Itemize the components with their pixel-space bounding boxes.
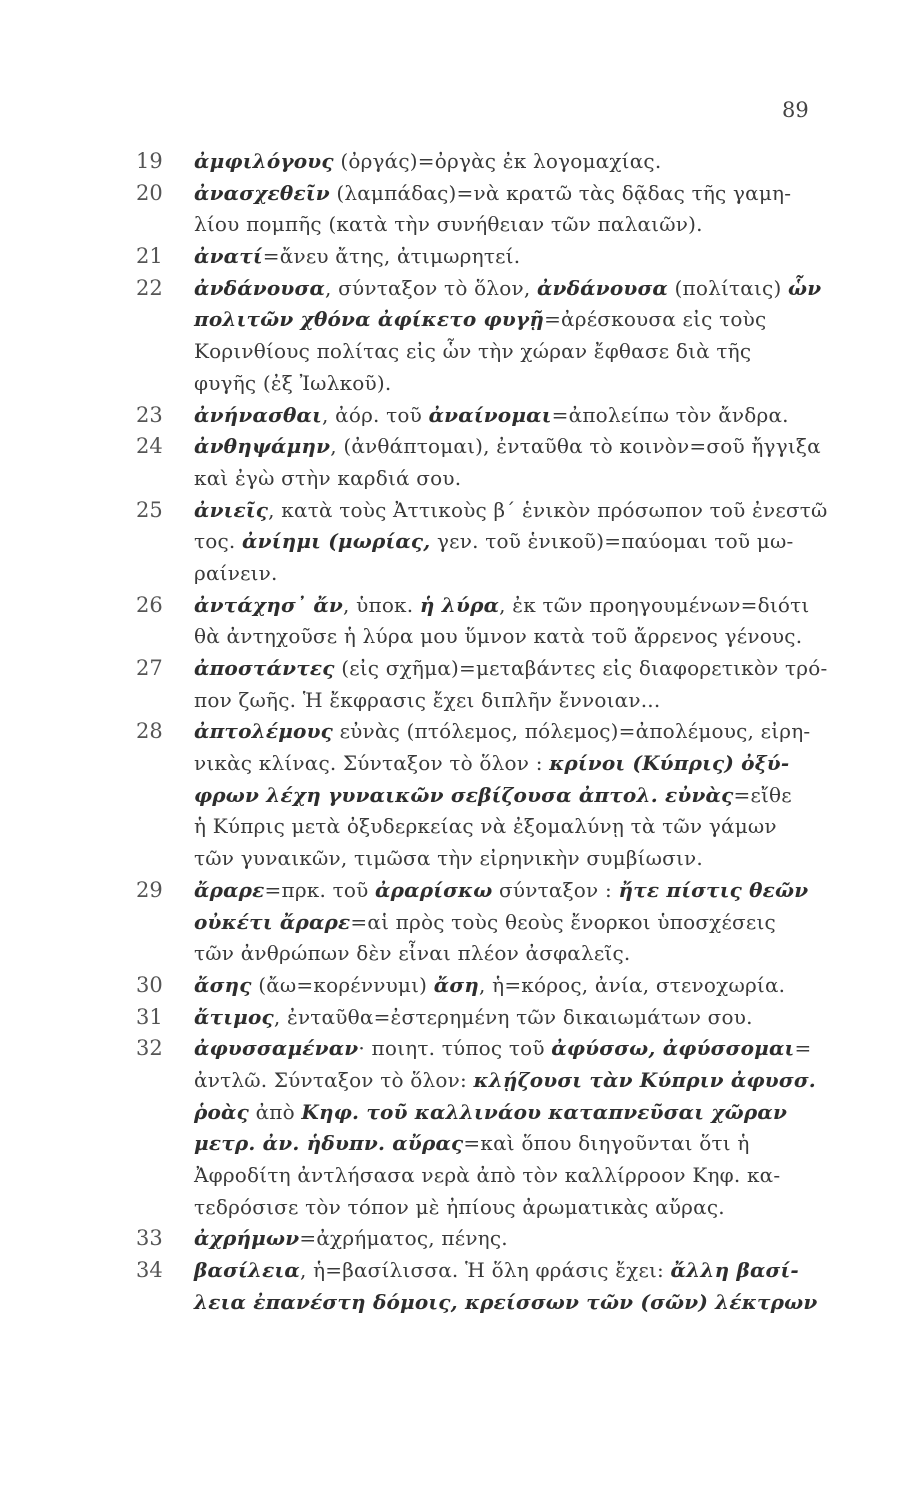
note-line — [194, 843, 826, 875]
note-line — [194, 304, 826, 336]
note-line — [194, 495, 826, 527]
page-number: 89 — [782, 98, 809, 122]
lemma-term: ἀντάχησ᾽ ἄν — [194, 592, 343, 617]
note-text: εὐνὰς (πτόλεμος, πόλεμος)=ἀπολέμους, εἰρη- — [333, 719, 811, 744]
note-line — [194, 273, 826, 305]
note-line — [194, 526, 826, 558]
note-text: =καὶ ὅπου διηγοῦνται ὅτι ἡ — [463, 1131, 750, 1156]
note-line — [194, 653, 826, 685]
lemma-term: ἄραρε — [194, 877, 265, 902]
lemma-term: ῥοὰς — [194, 1099, 250, 1124]
note-text: , (ἀνθάπτομαι), ἐνταῦθα τὸ κοινὸν=σοῦ ἤγγιξα — [330, 434, 821, 459]
note-line — [194, 178, 826, 210]
note-number: 23 — [136, 402, 163, 427]
note-text: ἀντλῶ. Σύνταξον τὸ ὅλον: — [194, 1067, 474, 1092]
note-number: 32 — [136, 1036, 163, 1061]
note-text: γεν. τοῦ ἑνικοῦ)=παύομαι τοῦ μω- — [430, 529, 794, 554]
note-text: (πολίταις) — [667, 275, 789, 300]
note-line — [194, 1192, 826, 1224]
note-text: , κατὰ τοὺς Ἀττικοὺς β΄ ἑνικὸν πρόσωπον τοῦ ἐνεστῶ — [268, 497, 828, 522]
note-text: Ἀφροδίτη ἀντλήσασα νερὰ ἀπὸ τὸν καλλίρροον Κηφ. κα- — [194, 1163, 781, 1187]
note-text: ἀπὸ — [249, 1099, 302, 1124]
note-text: καὶ ἐγὼ στὴν καρδιά σου. — [194, 465, 462, 490]
note-text: =ἄνευ ἄτης, ἀτιμωρητεί. — [262, 244, 521, 269]
note-line — [194, 463, 826, 495]
lemma-term: φρων λέχη γυναικῶν σεβίζουσα ἀπτολ. εὐνὰς — [194, 782, 734, 807]
note-line — [194, 875, 826, 907]
note-text: , ἡ=βασίλισσα. Ἡ ὅλη φράσις ἔχει: — [299, 1258, 671, 1283]
lemma-term: πολιτῶν χθόνα ἀφίκετο φυγῇ — [194, 307, 545, 332]
note-line — [194, 970, 826, 1002]
note-text: = — [794, 1036, 812, 1061]
glossary-note — [136, 146, 826, 178]
glossary-note — [136, 495, 826, 590]
note-text: τῶν ἀνθρώπων δὲν εἶναι πλέον ἀσφαλεῖς. — [194, 941, 631, 966]
lemma-term: ἀνήνασθαι — [194, 402, 323, 427]
note-text: , ἡ=κόρος, ἀνία, στενοχωρία. — [479, 972, 786, 997]
lemma-term: ἄσης — [194, 972, 252, 997]
lemma-term: ἀνατί — [194, 244, 263, 269]
note-number: 30 — [136, 972, 163, 997]
note-text: φυγῆς (ἐξ Ἰωλκοῦ). — [194, 370, 392, 395]
glossary-note — [136, 241, 826, 273]
lemma-term: ἀνδάνουσα — [194, 275, 326, 300]
note-line — [194, 1255, 826, 1287]
note-number: 34 — [136, 1258, 163, 1283]
glossary-notes — [136, 146, 826, 1318]
lemma-term: ἀφύσσω, ἀφύσσομαι — [551, 1036, 795, 1061]
note-line — [194, 209, 826, 241]
note-text: (εἰς σχῆμα)=μεταβάντες εἰς διαφορετικὸν τρό- — [334, 656, 828, 680]
glossary-note — [136, 1223, 826, 1255]
note-text: νικὰς κλίνας. Σύνταξον τὸ ὅλον : — [194, 751, 550, 776]
lemma-term: ἀναίνομαι — [428, 402, 552, 427]
note-text: =ἀρέσκουσα εἰς τοὺς — [544, 307, 767, 332]
note-number: 29 — [136, 877, 163, 902]
note-line — [194, 685, 826, 717]
note-line — [194, 1033, 826, 1065]
lemma-term: ἀνθηψάμην — [194, 434, 331, 459]
note-text: (ὀργάς)=ὀργὰς ἐκ λογομαχίας. — [333, 149, 662, 173]
note-text: θὰ ἀντηχοῦσε ἡ λύρα μου ὕμνον κατὰ τοῦ ἄρρενος γένους. — [194, 624, 803, 649]
glossary-note — [136, 1002, 826, 1034]
lemma-term: Κηφ. τοῦ καλλινάου καταπνεῦσαι χῶραν — [301, 1099, 788, 1124]
note-number: 25 — [136, 497, 163, 522]
note-text: , ὑποκ. — [343, 592, 420, 617]
lemma-term: ἡ λύρα — [419, 592, 500, 617]
note-text: · ποιητ. τύπος τοῦ — [358, 1036, 552, 1061]
lemma-term: κρίνοι (Κύπρις) ὀξύ- — [549, 751, 790, 776]
note-line — [194, 1065, 826, 1097]
note-line — [194, 1002, 826, 1034]
lemma-term: οὐκέτι ἄραρε — [194, 909, 351, 934]
lemma-term: ἄτιμος — [194, 1004, 274, 1029]
note-number: 20 — [136, 180, 163, 205]
note-line — [194, 748, 826, 780]
lemma-term: ὧν — [788, 275, 822, 300]
note-text: τεδρόσισε τὸν τόπον μὲ ἠπίους ἀρωματικὰς αὔρας. — [194, 1194, 725, 1219]
note-text: =ἀχρήματος, πένης. — [299, 1226, 508, 1251]
glossary-note — [136, 400, 826, 432]
note-text: , ἐνταῦθα=ἐστερημένη τῶν δικαιωμάτων σου. — [273, 1004, 753, 1029]
note-line — [194, 431, 826, 463]
note-text: (ἄω=κορέννυμι) — [251, 972, 434, 997]
glossary-note — [136, 1255, 826, 1318]
glossary-note — [136, 273, 826, 400]
note-line — [194, 241, 826, 273]
note-line — [194, 907, 826, 939]
note-line — [194, 400, 826, 432]
note-line — [194, 146, 826, 178]
note-text: λίου πομπῆς (κατὰ τὴν συνήθειαν τῶν παλαιῶν). — [194, 212, 703, 237]
note-line — [194, 336, 826, 368]
note-number: 27 — [136, 656, 163, 680]
glossary-note — [136, 875, 826, 970]
note-text: (λαμπάδας)=νὰ κρατῶ τὰς δᾷδας τῆς γαμη- — [329, 180, 792, 205]
lemma-term: ἤτε πίστις θεῶν — [618, 877, 809, 902]
note-number: 21 — [136, 244, 163, 269]
note-line — [194, 780, 826, 812]
lemma-term: ἀχρήμων — [194, 1226, 300, 1251]
note-line — [194, 558, 826, 590]
lemma-term: ἄση — [433, 972, 480, 997]
lemma-term: ἀπτολέμους — [194, 719, 334, 744]
note-line — [194, 1287, 826, 1319]
note-number: 24 — [136, 434, 163, 459]
note-line — [194, 1128, 826, 1160]
note-text: ραίνειν. — [194, 560, 278, 585]
note-line — [194, 621, 826, 653]
lemma-term: ἀνασχεθεῖν — [194, 180, 330, 205]
note-number: 19 — [136, 149, 163, 173]
lemma-term: βασίλεια — [194, 1258, 300, 1283]
lemma-term: ἀμφιλόγους — [194, 149, 334, 173]
note-line — [194, 590, 826, 622]
note-text: =ἀπολείπω τὸν ἄνδρα. — [551, 402, 789, 427]
note-line — [194, 368, 826, 400]
glossary-note — [136, 431, 826, 494]
note-text: =πρκ. τοῦ — [264, 877, 376, 902]
note-number: 31 — [136, 1004, 163, 1029]
note-text: πον ζωῆς. Ἡ ἔκφρασις ἔχει διπλῆν ἔννοιαν... — [194, 687, 661, 712]
note-number: 26 — [136, 592, 163, 617]
glossary-note — [136, 590, 826, 653]
glossary-note — [136, 716, 826, 874]
lemma-term: ἀφυσσαμέναν — [194, 1036, 359, 1061]
lemma-term: ἀποστάντες — [194, 656, 335, 680]
lemma-term: ἀνίημι (μωρίας, — [242, 529, 431, 554]
lemma-term: ἀνδάνουσα — [536, 275, 668, 300]
lemma-term: κλῄζουσι τὰν Κύπριν ἀφυσσ. — [473, 1067, 816, 1092]
lemma-term: λεια ἐπανέστη δόμοις, κρείσσων τῶν (σῶν) λέκτρων — [194, 1289, 818, 1314]
lemma-term: ἄλλη βασί- — [670, 1258, 799, 1283]
note-text: τος. — [194, 529, 243, 554]
glossary-note — [136, 1033, 826, 1223]
note-number: 22 — [136, 275, 163, 300]
note-text: σύνταξον : — [492, 877, 619, 902]
lemma-term: ἀραρίσκω — [375, 877, 493, 902]
note-text: τῶν γυναικῶν, τιμῶσα τὴν εἰρηνικὴν συμβίωσιν. — [194, 846, 703, 871]
note-line — [194, 1160, 826, 1192]
note-number: 33 — [136, 1226, 163, 1251]
note-line — [194, 938, 826, 970]
lemma-term: μετρ. ἀν. ἡδυπν. αὔρας — [194, 1131, 464, 1156]
note-text: , σύνταξον τὸ ὅλον, — [325, 275, 537, 300]
note-text: , ἀόρ. τοῦ — [322, 402, 429, 427]
note-line — [194, 716, 826, 748]
note-text: Κορινθίους πολίτας εἰς ὧν τὴν χώραν ἔφθασε διὰ τῆς — [194, 339, 752, 364]
note-number: 28 — [136, 719, 163, 744]
note-line — [194, 811, 826, 843]
note-text: , ἐκ τῶν προηγουμένων=διότι — [499, 592, 810, 617]
glossary-note — [136, 970, 826, 1002]
note-line — [194, 1097, 826, 1129]
lemma-term: ἀνιεῖς — [194, 497, 269, 522]
note-text: =εἴθε — [733, 782, 792, 807]
note-line — [194, 1223, 826, 1255]
glossary-note — [136, 178, 826, 241]
glossary-note — [136, 653, 826, 716]
note-text: =αἱ πρὸς τοὺς θεοὺς ἔνορκοι ὑποσχέσεις — [350, 909, 776, 934]
note-text: ἡ Κύπρις μετὰ ὀξυδερκείας νὰ ἐξομαλύνῃ τὰ τῶν γάμων — [194, 814, 777, 839]
